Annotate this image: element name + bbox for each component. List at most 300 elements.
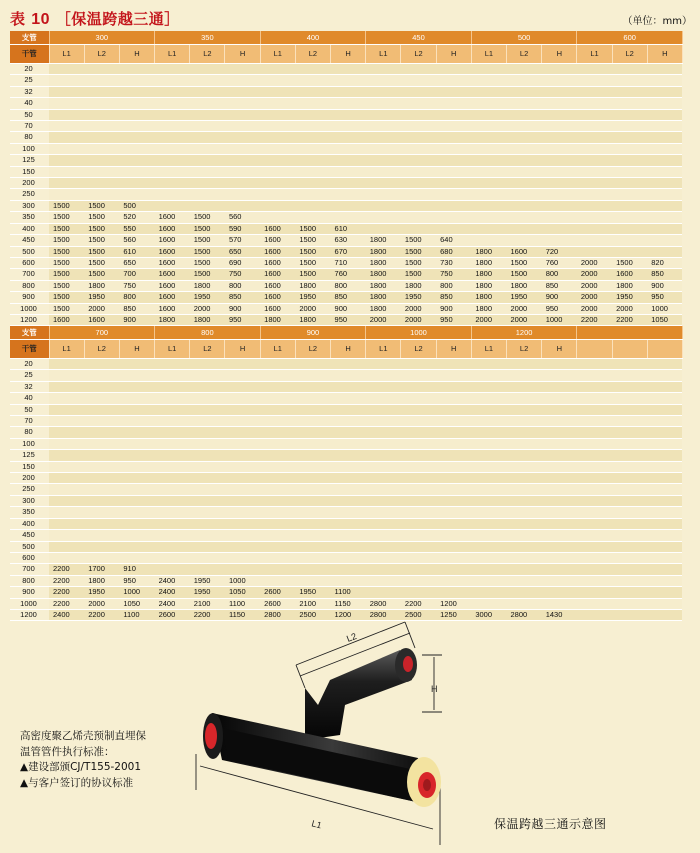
table-cell	[295, 143, 330, 154]
table-cell: 760	[331, 269, 366, 280]
table-cell: 1500	[507, 269, 542, 280]
table-cell	[577, 507, 612, 518]
dimension-subheader	[612, 340, 647, 359]
table-cell	[366, 473, 401, 484]
table-cell	[401, 438, 436, 449]
table-cell	[471, 109, 506, 120]
table-cell	[260, 484, 295, 495]
table-cell	[436, 393, 471, 404]
table-cell	[542, 370, 577, 381]
main-pipe-size: 450	[10, 530, 49, 541]
table-cell	[647, 564, 682, 575]
table-cell	[366, 393, 401, 404]
table-cell	[401, 75, 436, 86]
table-cell: 3000	[471, 609, 506, 620]
table-cell	[331, 416, 366, 427]
table-cell	[542, 109, 577, 120]
table-cell	[612, 212, 647, 223]
table-row	[10, 75, 682, 86]
table-cell	[401, 518, 436, 529]
table-cell	[401, 541, 436, 552]
table-cell	[366, 530, 401, 541]
table-cell	[84, 484, 119, 495]
table-cell: 2600	[260, 587, 295, 598]
main-pipe-size: 500	[10, 541, 49, 552]
table-cell	[471, 484, 506, 495]
table-cell: 2800	[366, 609, 401, 620]
table-cell	[401, 473, 436, 484]
table-cell	[577, 564, 612, 575]
table-cell	[49, 370, 84, 381]
table-cell	[471, 155, 506, 166]
table-cell	[366, 484, 401, 495]
table-cell: 1800	[155, 314, 190, 325]
table-cell	[401, 461, 436, 472]
table-cell	[84, 416, 119, 427]
table-cell: 1600	[155, 257, 190, 268]
table-cell	[295, 541, 330, 552]
table-cell: 1050	[647, 314, 682, 325]
table-cell	[155, 121, 190, 132]
table-cell: 1950	[295, 587, 330, 598]
table-cell	[612, 507, 647, 518]
table-cell: 950	[225, 314, 260, 325]
table-cell	[612, 235, 647, 246]
table-cell	[366, 507, 401, 518]
table-cell: 2000	[577, 257, 612, 268]
table-cell	[436, 438, 471, 449]
table-cell	[225, 427, 260, 438]
table-cell	[295, 393, 330, 404]
table-cell	[401, 404, 436, 415]
table-cell	[155, 564, 190, 575]
dimension-subheader: H	[225, 45, 260, 64]
table-cell	[542, 189, 577, 200]
table-cell	[507, 507, 542, 518]
table-cell	[401, 132, 436, 143]
main-pipe-size: 350	[10, 507, 49, 518]
table-cell	[260, 450, 295, 461]
table-cell	[577, 473, 612, 484]
table-cell	[577, 598, 612, 609]
table-cell	[260, 416, 295, 427]
table-cell	[542, 212, 577, 223]
table-cell	[366, 86, 401, 97]
table-cell	[260, 98, 295, 109]
table-cell	[471, 132, 506, 143]
table-cell	[436, 223, 471, 234]
table-cell	[647, 484, 682, 495]
table-cell	[84, 155, 119, 166]
table-cell: 1950	[84, 587, 119, 598]
table-cell	[331, 564, 366, 575]
table-cell	[190, 564, 225, 575]
table-cell	[225, 121, 260, 132]
table-cell	[366, 427, 401, 438]
table-cell	[507, 75, 542, 86]
table-cell	[260, 166, 295, 177]
table-cell	[84, 75, 119, 86]
table-cell: 710	[331, 257, 366, 268]
table-cell	[577, 86, 612, 97]
table-cell	[577, 484, 612, 495]
table-cell	[647, 461, 682, 472]
table-cell	[612, 495, 647, 506]
table-cell: 1500	[612, 257, 647, 268]
table-cell	[542, 359, 577, 370]
branch-size-header: 800	[155, 326, 261, 340]
table-cell	[84, 450, 119, 461]
dimension-subheader	[577, 340, 612, 359]
table-cell	[471, 64, 506, 75]
table-cell	[331, 438, 366, 449]
table-cell: 1500	[49, 223, 84, 234]
table-cell	[507, 530, 542, 541]
dimension-subheader: H	[647, 45, 682, 64]
table-cell	[436, 450, 471, 461]
table-cell	[507, 143, 542, 154]
table-cell: 1800	[366, 292, 401, 303]
table-cell	[542, 541, 577, 552]
table-cell: 1500	[49, 200, 84, 211]
table-cell: 1800	[366, 269, 401, 280]
table-cell	[84, 370, 119, 381]
table-cell	[577, 427, 612, 438]
table-cell	[119, 359, 154, 370]
table-cell: 1500	[49, 257, 84, 268]
main-pipe-size: 50	[10, 404, 49, 415]
table-cell	[190, 143, 225, 154]
table-cell	[331, 143, 366, 154]
table-cell	[260, 518, 295, 529]
table-row	[10, 246, 682, 257]
table-cell	[577, 212, 612, 223]
table-cell	[612, 359, 647, 370]
table-cell	[542, 552, 577, 563]
table-cell	[49, 75, 84, 86]
table-cell	[401, 189, 436, 200]
standards-line-2: 温管管件执行标准：	[20, 745, 115, 758]
table-cell	[612, 246, 647, 257]
table-cell	[577, 75, 612, 86]
table-cell	[190, 495, 225, 506]
table-cell	[507, 359, 542, 370]
table-cell	[331, 98, 366, 109]
dimension-subheader: H	[331, 45, 366, 64]
table-cell	[612, 381, 647, 392]
table-cell	[190, 121, 225, 132]
table-cell	[49, 189, 84, 200]
table-row	[10, 416, 682, 427]
table-cell: 1500	[401, 235, 436, 246]
table-cell	[507, 178, 542, 189]
table-cell	[331, 86, 366, 97]
table-cell: 1800	[295, 280, 330, 291]
table-cell	[366, 381, 401, 392]
branch-size-header: 1200	[471, 326, 577, 340]
table-cell	[647, 178, 682, 189]
table-cell: 900	[542, 292, 577, 303]
table-cell	[190, 109, 225, 120]
table-cell: 1500	[84, 246, 119, 257]
table-cell: 2000	[577, 303, 612, 314]
table-cell: 1150	[225, 609, 260, 620]
table-cell: 800	[331, 280, 366, 291]
table-cell	[647, 75, 682, 86]
table-cell: 1500	[84, 200, 119, 211]
table-cell	[119, 189, 154, 200]
table-cell	[471, 223, 506, 234]
main-pipe-size: 400	[10, 223, 49, 234]
table-cell	[84, 438, 119, 449]
main-pipe-size: 250	[10, 484, 49, 495]
table-cell: 900	[331, 303, 366, 314]
branch-size-header: 300	[49, 31, 155, 45]
table-cell	[225, 143, 260, 154]
table-cell	[542, 200, 577, 211]
main-pipe-size: 700	[10, 269, 49, 280]
table-cell	[119, 143, 154, 154]
table-cell	[331, 484, 366, 495]
table-cell	[436, 200, 471, 211]
table-cell	[577, 98, 612, 109]
table-cell	[119, 155, 154, 166]
main-pipe-size: 400	[10, 518, 49, 529]
table-cell	[542, 75, 577, 86]
table-cell	[260, 473, 295, 484]
page-title	[10, 8, 180, 29]
table-cell: 1500	[190, 223, 225, 234]
table-cell: 1800	[190, 280, 225, 291]
table-cell	[84, 541, 119, 552]
table-cell	[49, 484, 84, 495]
table-cell: 1800	[366, 246, 401, 257]
table-cell	[647, 393, 682, 404]
table-cell	[225, 450, 260, 461]
table-cell	[119, 427, 154, 438]
dimension-subheader: L1	[260, 45, 295, 64]
table-cell: 1800	[366, 257, 401, 268]
table-cell: 800	[225, 280, 260, 291]
table-cell: 910	[119, 564, 154, 575]
table-cell	[471, 564, 506, 575]
table-cell: 1600	[260, 223, 295, 234]
table-cell	[471, 178, 506, 189]
table-cell: 2400	[155, 598, 190, 609]
table-cell	[507, 235, 542, 246]
table-cell	[436, 404, 471, 415]
table-cell	[331, 121, 366, 132]
table-cell	[471, 575, 506, 586]
table-cell	[84, 121, 119, 132]
table-cell	[260, 132, 295, 143]
table-cell	[366, 75, 401, 86]
table-cell	[295, 189, 330, 200]
branch-size-header: 450	[366, 31, 472, 45]
spec-table-1	[10, 31, 683, 326]
table-cell	[542, 98, 577, 109]
table-cell	[471, 530, 506, 541]
table-cell: 1500	[295, 269, 330, 280]
table-cell	[436, 552, 471, 563]
table-cell	[366, 200, 401, 211]
table-cell	[155, 438, 190, 449]
table-cell	[155, 427, 190, 438]
table-cell	[647, 98, 682, 109]
table-cell	[366, 575, 401, 586]
table-cell	[190, 404, 225, 415]
table-cell	[119, 541, 154, 552]
table-cell	[155, 359, 190, 370]
table-cell	[542, 155, 577, 166]
table-cell	[49, 438, 84, 449]
table-cell	[84, 518, 119, 529]
table-cell: 650	[119, 257, 154, 268]
title-prefix: 表	[10, 10, 26, 28]
table-cell	[612, 98, 647, 109]
table-cell: 1800	[471, 303, 506, 314]
table-cell: 1800	[190, 314, 225, 325]
main-pipe-size: 1200	[10, 314, 49, 325]
table-row	[10, 292, 682, 303]
table-cell	[542, 64, 577, 75]
table-cell	[119, 450, 154, 461]
table-cell	[401, 370, 436, 381]
table-cell	[401, 587, 436, 598]
table-row	[10, 404, 682, 415]
table-cell	[647, 155, 682, 166]
table-cell	[507, 473, 542, 484]
table-cell	[612, 393, 647, 404]
dimension-subheader: H	[331, 340, 366, 359]
table-cell: 1500	[295, 235, 330, 246]
table-cell	[49, 359, 84, 370]
table-cell	[507, 404, 542, 415]
table-cell	[577, 109, 612, 120]
table-cell: 730	[436, 257, 471, 268]
table-cell: 2200	[84, 609, 119, 620]
table-cell: 2000	[507, 303, 542, 314]
table-cell	[84, 64, 119, 75]
table-cell	[155, 393, 190, 404]
table-cell: 570	[225, 235, 260, 246]
table-cell: 1600	[155, 303, 190, 314]
table-cell	[471, 86, 506, 97]
table-cell	[225, 416, 260, 427]
table-cell: 1800	[471, 246, 506, 257]
main-pipe-size: 300	[10, 495, 49, 506]
table-cell	[401, 86, 436, 97]
table-cell	[542, 461, 577, 472]
table-cell: 1600	[260, 292, 295, 303]
main-pipe-size: 700	[10, 564, 49, 575]
table-cell	[155, 541, 190, 552]
table-cell	[331, 461, 366, 472]
table-cell: 590	[225, 223, 260, 234]
table-cell	[260, 178, 295, 189]
table-cell: 1800	[295, 314, 330, 325]
table-cell	[331, 189, 366, 200]
main-pipe-size: 25	[10, 370, 49, 381]
table-cell	[647, 450, 682, 461]
table-cell	[260, 64, 295, 75]
table-cell	[577, 381, 612, 392]
table-cell	[190, 393, 225, 404]
main-pipe-size: 20	[10, 64, 49, 75]
table-cell: 1600	[155, 246, 190, 257]
table-cell	[190, 189, 225, 200]
table-cell	[401, 223, 436, 234]
table-cell	[471, 587, 506, 598]
table-cell	[295, 495, 330, 506]
table-cell	[155, 416, 190, 427]
table-cell	[295, 552, 330, 563]
table-cell	[542, 575, 577, 586]
table-cell	[471, 507, 506, 518]
table-cell	[84, 178, 119, 189]
table-cell	[436, 587, 471, 598]
table-cell: 1500	[49, 269, 84, 280]
table-cell	[119, 518, 154, 529]
table-cell	[331, 109, 366, 120]
table-cell	[401, 530, 436, 541]
table-cell	[612, 109, 647, 120]
table-cell	[225, 461, 260, 472]
branch-size-header: 350	[155, 31, 261, 45]
table-cell	[436, 143, 471, 154]
table-cell	[612, 155, 647, 166]
table-row	[10, 132, 682, 143]
table-cell: 800	[119, 292, 154, 303]
table-cell: 1100	[331, 587, 366, 598]
main-pipe-size: 450	[10, 235, 49, 246]
table-cell	[507, 98, 542, 109]
table-row	[10, 438, 682, 449]
table-cell	[366, 166, 401, 177]
table-cell	[49, 507, 84, 518]
table-cell	[542, 178, 577, 189]
table-cell	[577, 189, 612, 200]
table-cell	[577, 200, 612, 211]
table-cell	[260, 121, 295, 132]
main-pipe-size: 25	[10, 75, 49, 86]
table-cell	[471, 438, 506, 449]
table-cell	[366, 155, 401, 166]
table-cell	[542, 438, 577, 449]
table-cell	[542, 598, 577, 609]
table-cell: 1800	[260, 314, 295, 325]
table-cell	[331, 552, 366, 563]
table-cell	[260, 370, 295, 381]
table-cell	[49, 166, 84, 177]
table-cell: 2400	[155, 587, 190, 598]
table-cell: 850	[542, 280, 577, 291]
table-cell	[471, 518, 506, 529]
table-cell	[612, 370, 647, 381]
table-cell: 1800	[507, 280, 542, 291]
table-cell	[471, 461, 506, 472]
table-cell	[612, 484, 647, 495]
table-cell	[577, 178, 612, 189]
table-row	[10, 178, 682, 189]
table-row	[10, 461, 682, 472]
table-cell	[612, 575, 647, 586]
table-cell: 1950	[84, 292, 119, 303]
table-cell	[260, 404, 295, 415]
table-cell	[436, 564, 471, 575]
table-cell	[331, 473, 366, 484]
table-cell: 720	[542, 246, 577, 257]
